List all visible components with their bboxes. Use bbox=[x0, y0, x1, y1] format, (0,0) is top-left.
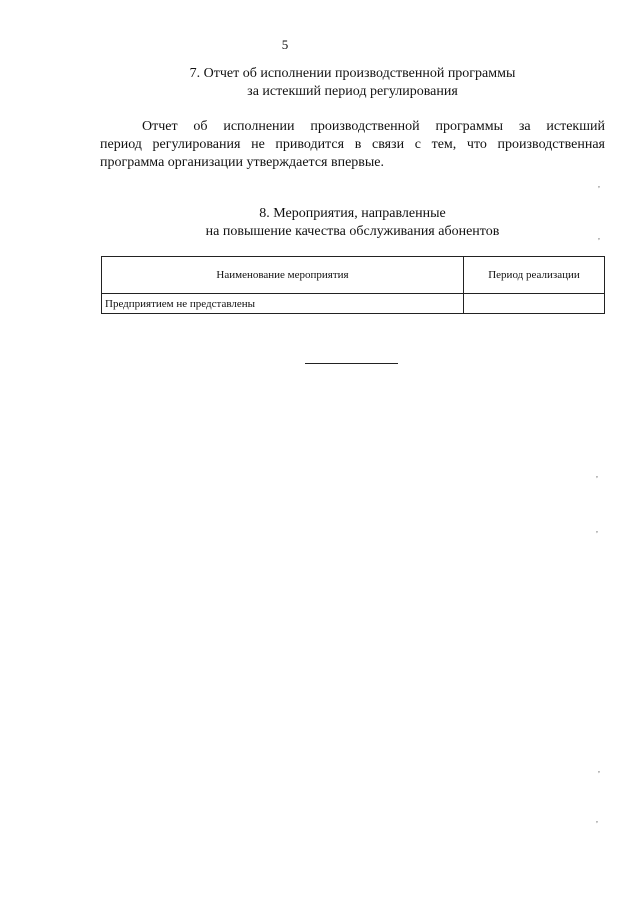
page-number: 5 bbox=[281, 37, 289, 52]
column-header-period: Период реализации bbox=[464, 257, 605, 294]
scan-speck: , bbox=[598, 232, 600, 241]
section-8-title-line-2: на повышение качества обслуживания абонентов bbox=[205, 224, 500, 239]
scan-speck: , bbox=[596, 815, 598, 824]
table-header-row bbox=[102, 257, 605, 294]
measures-table bbox=[101, 256, 605, 314]
section-7-title-line-2: за истекший период регулирования bbox=[247, 84, 458, 99]
scan-speck: , bbox=[598, 180, 600, 189]
column-header-measure-name: Наименование мероприятия bbox=[102, 257, 464, 294]
paragraph-line: Отчет об исполнении производственной программы за истекший bbox=[142, 119, 605, 134]
scan-speck: , bbox=[598, 765, 600, 774]
table-row bbox=[102, 294, 605, 314]
section-7-heading bbox=[100, 65, 605, 101]
scan-speck: , bbox=[596, 470, 598, 479]
scan-speck: , bbox=[596, 525, 598, 534]
section-8-title-line-1: 8. Мероприятия, направленные bbox=[259, 206, 446, 221]
section-7-title-line-1: 7. Отчет об исполнении производственной программы bbox=[189, 66, 516, 81]
section-7-paragraph bbox=[100, 118, 605, 172]
section-8-heading bbox=[100, 205, 605, 241]
paragraph-line: программа организации утверждается впервые. bbox=[100, 155, 385, 170]
end-rule bbox=[305, 363, 398, 364]
table-cell-measure: Предприятием не представлены bbox=[102, 294, 464, 314]
table-cell-period bbox=[464, 294, 605, 314]
paragraph-line: период регулирования не приводится в связи с тем, что производственная bbox=[100, 137, 605, 152]
